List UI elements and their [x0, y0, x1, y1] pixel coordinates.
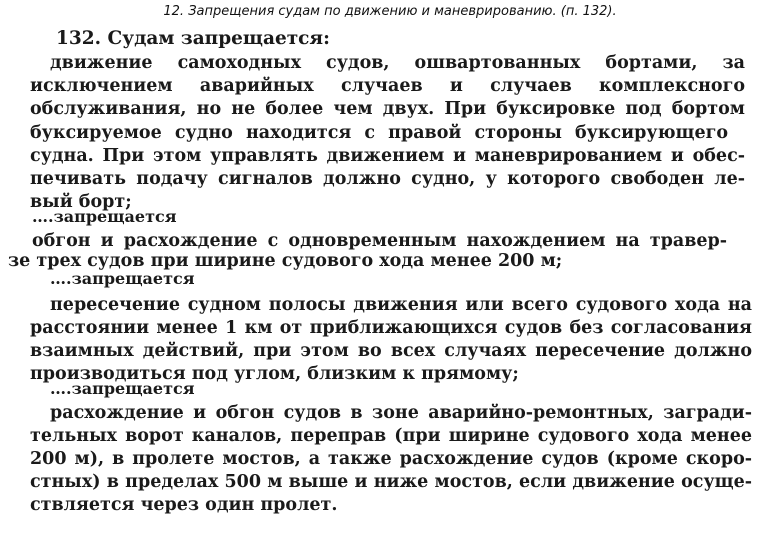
text-line: ….запрещается	[50, 269, 195, 288]
text-line: вый борт;	[30, 192, 132, 212]
text-line: 200 м), в пролете мостов, а также расхождение судов (кроме скоро-	[30, 449, 752, 469]
text-line: обгон и расхождение с одновременным нахождением на травер-	[32, 231, 727, 251]
text-line: буксируемое судно находится с правой стороны буксирующего	[30, 123, 728, 143]
text-line: ….запрещается	[50, 379, 195, 398]
text-line: расхождение и обгон судов в зоне аварийно-ремонтных, загради-	[50, 403, 752, 423]
text-line: ствляется через один пролет.	[30, 495, 338, 515]
text-line: зе трех судов при ширине судового хода менее 200 м;	[8, 251, 563, 271]
page-header-title: 12. Запрещения судам по движению и маневрированию. (п. 132).	[163, 4, 617, 19]
section-heading: 132. Судам запрещается:	[56, 28, 330, 49]
text-line: судна. При этом управлять движением и маневрированием и обес-	[30, 146, 745, 166]
text-line: пересечение судном полосы движения или всего судового хода на	[50, 295, 752, 315]
text-line: расстоянии менее 1 км от приближающихся судов без согласования	[30, 318, 752, 338]
text-line: производиться под углом, близким к прямому;	[30, 364, 519, 384]
text-line: ….запрещается	[32, 207, 177, 226]
text-line: тельных ворот каналов, переправ (при ширине судового хода менее	[30, 426, 752, 446]
text-line: исключением аварийных случаев и случаев комплексного	[30, 76, 745, 96]
text-line: печивать подачу сигналов должно судно, у которого свободен ле-	[30, 169, 745, 189]
text-line: обслуживания, но не более чем двух. При буксировке под бортом	[30, 99, 745, 119]
text-line: стных) в пределах 500 м выше и ниже мостов, если движение осуще-	[30, 472, 752, 492]
text-line: движение самоходных судов, ошвартованных бортами, за	[50, 53, 745, 73]
text-line: взаимных действий, при этом во всех случаях пересечение должно	[30, 341, 752, 361]
